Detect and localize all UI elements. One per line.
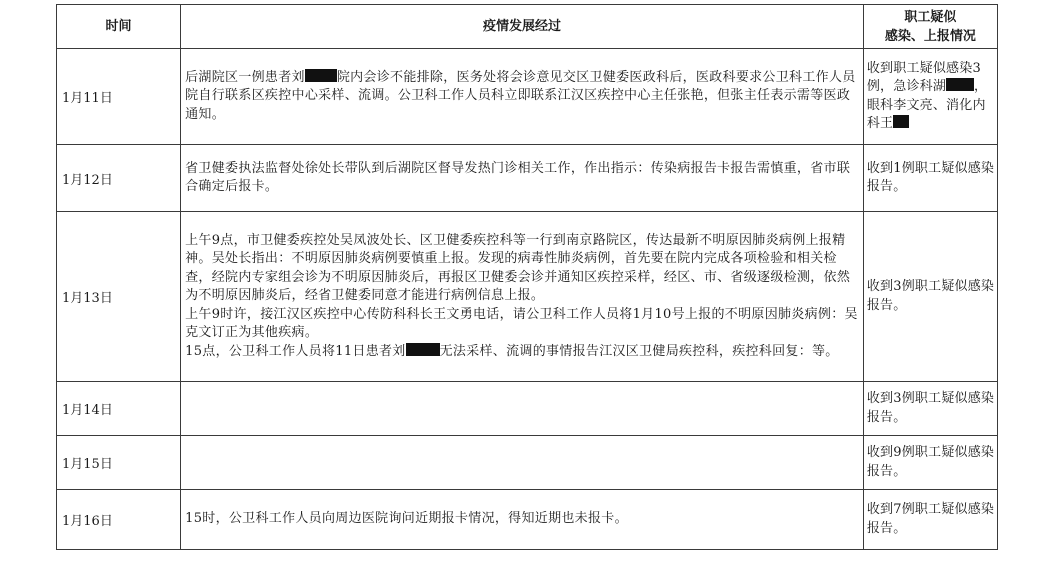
staff-report-cell: 收到3例职工疑似感染报告。 <box>863 382 997 436</box>
header-staff-line2: 感染、上报情况 <box>884 28 976 44</box>
date-cell: 1月12日 <box>57 145 181 212</box>
table-row <box>57 212 998 382</box>
progress-paragraph: 上午9时许，接江汉区疾控中心传防科科长王文勇电话，请公卫科工作人员将1月10号上报的不明原因肺炎病例：吴克文订正为其他疾病。 <box>185 306 858 341</box>
progress-text: 院内会诊不能排除，医务处将会诊意见交区卫健委医政科后，医政科要求公卫科工作人员院自行联系区疾控中心采样、流调。公卫科工作人员科立即联系江汉区疾控中心主任张艳，但张主任表示需等医政通知。 <box>185 69 856 122</box>
progress-cell-empty <box>181 436 864 490</box>
progress-cell <box>181 145 864 212</box>
progress-cell <box>181 49 864 145</box>
staff-report-cell: 收到7例职工疑似感染报告。 <box>863 490 997 550</box>
redaction-bar <box>893 115 909 128</box>
redaction-bar <box>961 78 974 91</box>
progress-text: 无法采样、流调的事情报告江汉区卫健局疾控科，疾控科回复：等。 <box>439 343 839 359</box>
table-row <box>57 382 998 436</box>
staff-report-text: 收到职工疑似感染3例，急诊科湖 <box>866 60 981 94</box>
progress-cell <box>181 490 864 550</box>
header-progress: 疫情发展经过 <box>181 5 864 49</box>
table-row <box>57 145 998 212</box>
date-cell: 1月16日 <box>57 490 181 550</box>
progress-text: 省卫健委执法监督处徐处长带队到后湖院区督导发热门诊相关工作，作出指示：传染病报告卡报告需慎重，省市联合确定后报卡。 <box>185 160 851 194</box>
date-cell: 1月14日 <box>57 382 181 436</box>
header-staff-line1: 职工疑似 <box>904 9 957 25</box>
epidemic-timeline-table <box>56 4 998 550</box>
header-staff <box>863 5 997 49</box>
table-header-row <box>57 5 998 49</box>
staff-report-cell: 收到1例职工疑似感染报告。 <box>863 145 997 212</box>
redaction-bar <box>305 69 337 82</box>
date-cell: 1月11日 <box>57 49 181 145</box>
progress-text: 15点，公卫科工作人员将11日患者刘 <box>185 343 406 359</box>
progress-cell <box>181 212 864 382</box>
progress-cell-empty <box>181 382 864 436</box>
table-row <box>57 436 998 490</box>
staff-report-cell: 收到9例职工疑似感染报告。 <box>863 436 997 490</box>
date-cell: 1月13日 <box>57 212 181 382</box>
progress-text: 后湖院区一例患者刘 <box>185 69 305 85</box>
redaction-bar <box>946 78 961 91</box>
redaction-bar <box>406 343 440 356</box>
table-row <box>57 490 998 550</box>
staff-report-text: ，眼科李文亮、消化内科王 <box>866 79 988 131</box>
progress-text: 15时，公卫科工作人员向周边医院询问近期报卡情况，得知近期也未报卡。 <box>185 511 628 527</box>
table-row <box>57 49 998 145</box>
staff-report-cell: 收到3例职工疑似感染报告。 <box>863 212 997 382</box>
progress-paragraph: 上午9点，市卫健委疾控处吴凤波处长、区卫健委疾控科等一行到南京路院区，传达最新不明原因肺炎病例上报精神。吴处长指出：不明原因肺炎病例要慎重上报。发现的病毒性肺炎病例，首先要在院内完成各项检验和相关检查，经院内专家组会诊为不明原因肺炎后，再报区卫健委会诊并通知区疾控采样，经区、市、省级逐级检测，依然为不明原因肺炎后，经省卫健委同意才能进行病例信息上报。 <box>185 232 851 304</box>
header-date: 时间 <box>57 5 181 49</box>
progress-paragraph <box>185 343 860 362</box>
staff-report-cell <box>863 49 997 145</box>
date-cell: 1月15日 <box>57 436 181 490</box>
